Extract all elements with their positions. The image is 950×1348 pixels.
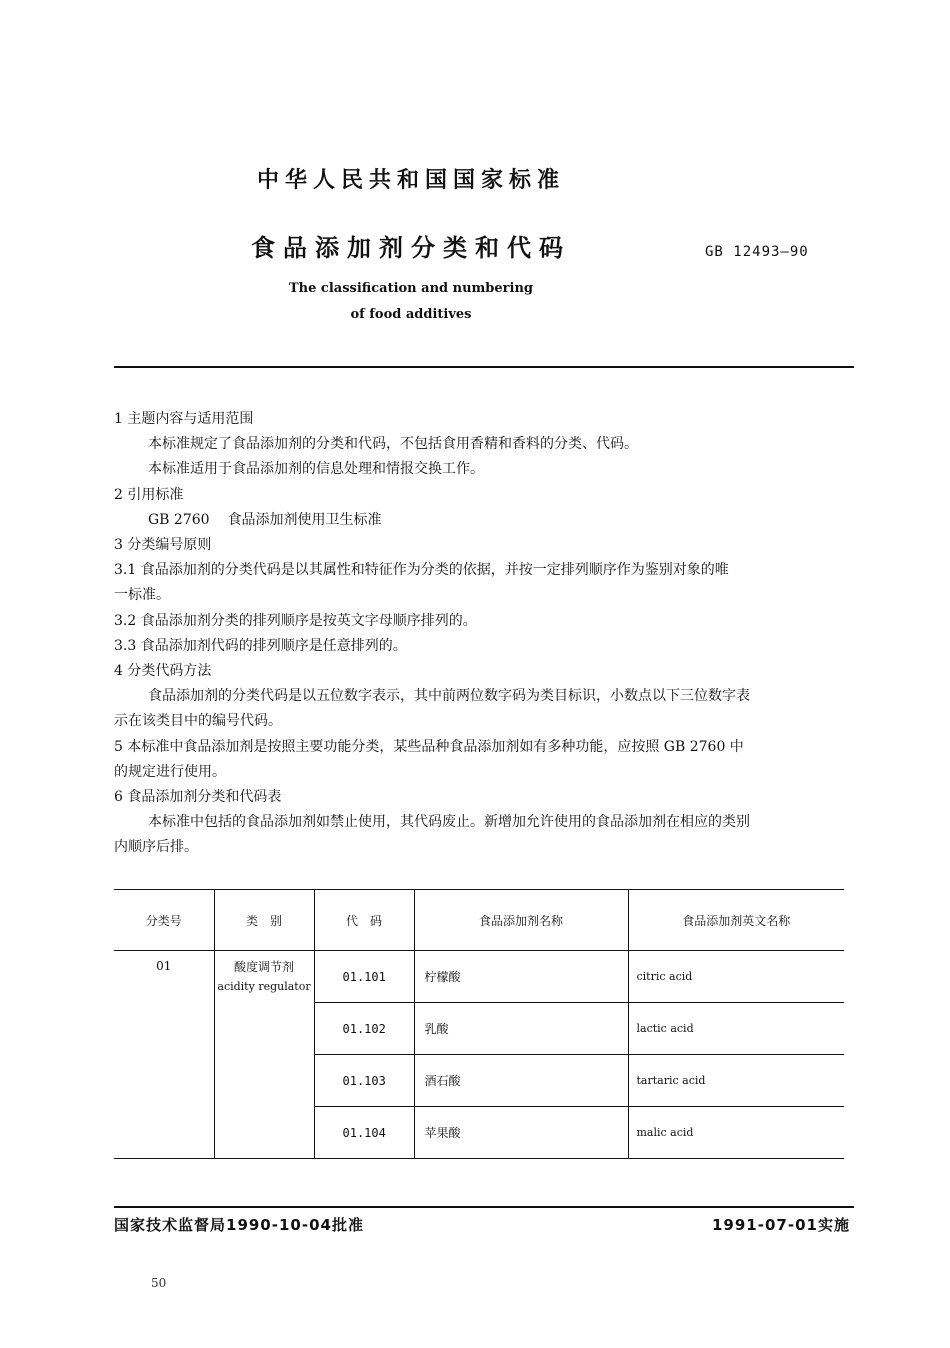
additive-name-cell: 酒石酸 — [414, 1055, 628, 1107]
header-additive-name: 食品添加剂名称 — [414, 890, 628, 951]
section-1-heading: 1 主题内容与适用范围 — [114, 411, 254, 427]
section-1-paragraph-2: 本标准适用于食品添加剂的信息处理和情报交换工作。 — [148, 461, 484, 478]
english-title-line2: of food additives — [350, 307, 472, 322]
header-code: 代 码 — [314, 890, 414, 951]
additive-name-cell: 柠檬酸 — [414, 951, 628, 1003]
additive-english-name-cell: citric acid — [628, 951, 844, 1003]
category-cell — [214, 951, 314, 1159]
code-cell: 01.101 — [314, 951, 414, 1003]
section-6-paragraph-line2: 内顺序后排。 — [114, 839, 198, 856]
header-divider — [114, 366, 854, 368]
english-title-line1: The classification and numbering — [289, 281, 533, 296]
reference-title: 食品添加剂使用卫生标准 — [227, 511, 382, 528]
effective-date: 1991-07-01实施 — [712, 1216, 850, 1234]
header-category: 类 别 — [214, 890, 314, 951]
code-cell: 01.104 — [314, 1107, 414, 1159]
category-id-cell: 01 — [114, 951, 214, 1159]
section-6-heading: 6 食品添加剂分类和代码表 — [114, 789, 282, 806]
national-standard-label: 中华人民共和国国家标准 — [256, 168, 565, 193]
section-2-reference — [114, 508, 856, 533]
additive-english-name-cell: malic acid — [628, 1107, 844, 1159]
classification-table — [114, 889, 844, 1159]
document-body — [114, 407, 856, 861]
clause-3-1-line1: 3.1 食品添加剂的分类代码是以其属性和特征作为分类的依据，并按一定排列顺序作为鉴别对象的唯 — [114, 562, 729, 579]
page-number: 50 — [151, 1276, 167, 1290]
section-5-line2: 的规定进行使用。 — [114, 763, 226, 780]
table-row — [114, 951, 844, 1003]
section-2-heading: 2 引用标准 — [114, 486, 184, 503]
table-header-row — [114, 890, 844, 951]
additive-english-name-cell: lactic acid — [628, 1003, 844, 1055]
category-name-zh: 酸度调节剂 — [233, 960, 294, 974]
header-category-number: 分类号 — [114, 890, 214, 951]
document-title: 食品添加剂分类和代码 — [251, 234, 571, 262]
additive-name-cell: 苹果酸 — [414, 1107, 628, 1159]
section-3-heading: 3 分类编号原则 — [114, 537, 212, 554]
section-4-heading: 4 分类代码方法 — [114, 663, 212, 680]
section-1-paragraph-1: 本标准规定了食品添加剂的分类和代码，不包括食用香精和香料的分类、代码。 — [148, 436, 638, 453]
code-cell: 01.103 — [314, 1055, 414, 1107]
footer-divider — [114, 1206, 854, 1208]
section-6-paragraph-line1: 本标准中包括的食品添加剂如禁止使用，其代码废止。新增加允许使用的食品添加剂在相应的类别 — [148, 814, 750, 831]
additive-name-cell: 乳酸 — [414, 1003, 628, 1055]
approval-date: 国家技术监督局1990-10-04批准 — [114, 1216, 364, 1234]
clause-3-2: 3.2 食品添加剂分类的排列顺序是按英文字母顺序排列的。 — [114, 612, 477, 629]
section-5-line1: 5 本标准中食品添加剂是按照主要功能分类，某些品种食品添加剂如有多种功能，应按照 GB 2760 中 — [114, 738, 744, 755]
code-cell: 01.102 — [314, 1003, 414, 1055]
clause-3-1-line2: 一标准。 — [114, 587, 170, 604]
section-4-paragraph-line2: 示在该类目中的编号代码。 — [114, 713, 282, 730]
header-additive-english-name: 食品添加剂英文名称 — [628, 890, 844, 951]
section-4-paragraph-line1: 食品添加剂的分类代码是以五位数字表示，其中前两位数字码为类目标识，小数点以下三位数字表 — [148, 688, 750, 705]
category-name-en: acidity regulator — [217, 980, 311, 993]
clause-3-3: 3.3 食品添加剂代码的排列顺序是任意排列的。 — [114, 637, 407, 654]
standard-code: GB 12493—90 — [705, 244, 809, 260]
additive-english-name-cell: tartaric acid — [628, 1055, 844, 1107]
reference-code: GB 2760 — [148, 511, 210, 528]
